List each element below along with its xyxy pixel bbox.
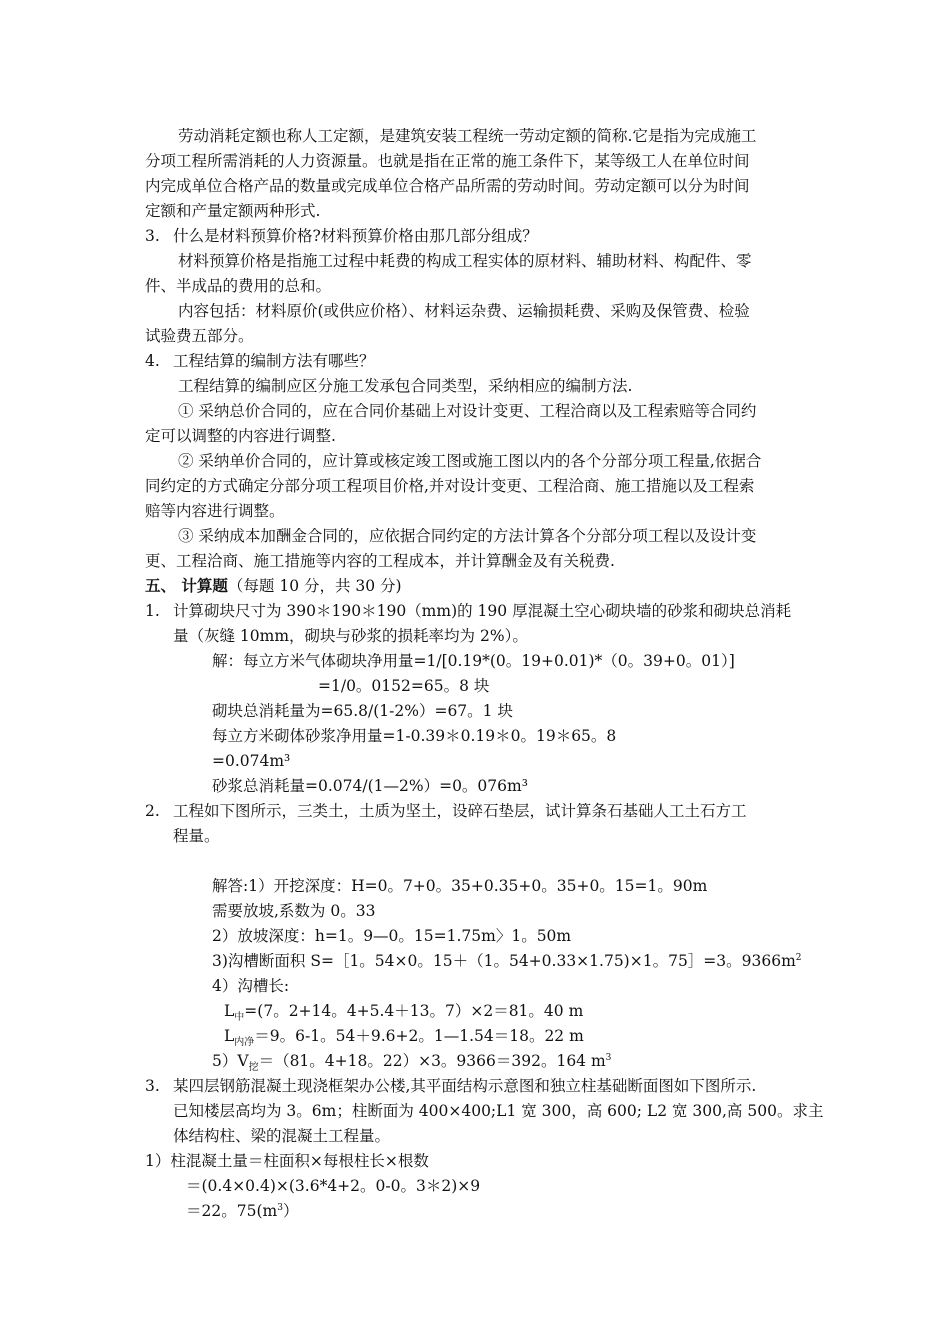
answer-line: 同约定的方式确定分部分项工程项目价格,并对设计变更、工程洽商、施工措施以及工程索	[145, 477, 755, 495]
question-number: 2.	[145, 802, 160, 820]
solution-line: 砂浆总消耗量=0.074/(1—2%）=0。076m³	[212, 777, 528, 795]
answer-line: 赔等内容进行调整。	[145, 502, 285, 520]
superscript: 3	[277, 1202, 283, 1213]
section-heading	[145, 574, 402, 599]
answer-line: ③ 采纳成本加酬金合同的，应依据合同约定的方法计算各个分部分项工程以及设计变	[178, 527, 757, 545]
answer-line: 件、半成品的费用的总和。	[145, 277, 332, 295]
solution-line: 4）沟槽长:	[212, 977, 290, 995]
solution-line: 砌块总消耗量为=65.8/(1-2%）=67。1 块	[212, 702, 513, 720]
question-number: 3.	[145, 1077, 160, 1095]
text-line: 劳动消耗定额也称人工定额，是建筑安装工程统一劳动定额的简称.它是指为完成施工	[178, 127, 757, 145]
superscript: 2	[795, 952, 802, 963]
formula-text: ＝22。75(m	[186, 1202, 278, 1220]
question-number: 4.	[145, 352, 160, 370]
solution-line: 解答:1）开挖深度：H=0。7+0。35+0.35+0。35+0。15=1。90m	[212, 877, 708, 895]
section-title: 五、 计算题	[145, 576, 228, 595]
question-text: 工程如下图所示，三类土，土质为坚土，设碎石垫层，试计算条石基础人工土石方工	[173, 802, 747, 820]
question-text: 已知楼层高均为 3。6m；柱断面为 400×400;L1 宽 300，高 600; L2 宽 300,高 500。求主	[173, 1102, 824, 1120]
formula-text: =(7。2+14。4+5.4＋13。7）×2＝81。40 m	[244, 1002, 584, 1020]
formula-text: ＝（81。4+18。22）×3。9366＝392。164 m	[258, 1052, 606, 1070]
answer-line: 内容包括：材料原价(或供应价格）、材料运杂费、运输损耗费、采购及保管费、检验	[178, 302, 750, 320]
solution-line: 1）柱混凝土量＝柱面积×每根柱长×根数	[145, 1152, 429, 1170]
formula-symbol: L	[224, 1002, 235, 1020]
subscript: 挖	[248, 1062, 259, 1074]
text-line: 定额和产量定额两种形式.	[145, 202, 321, 220]
question-number: 3.	[145, 227, 160, 245]
question-text: 程量。	[173, 827, 220, 845]
question-text: 体结构柱、梁的混凝土工程量。	[173, 1127, 391, 1145]
formula-text: ＝9。6-1。54＋9.6+2。1—1.54＝18。22 m	[254, 1027, 584, 1045]
solution-line	[224, 999, 583, 1024]
formula-symbol: L	[224, 1027, 235, 1045]
answer-line: ① 采纳总价合同的，应在合同价基础上对设计变更、工程洽商以及工程索赔等合同约	[178, 402, 757, 420]
solution-line: 每立方米砌体砂浆净用量=1-0.39＊0.19＊0。19＊65。8	[212, 727, 617, 745]
formula-text: ）	[282, 1202, 299, 1220]
question-text: 量（灰缝 10mm，砌块与砂浆的损耗率均为 2%）。	[173, 627, 528, 645]
formula-symbol: 5）V	[212, 1052, 249, 1070]
answer-line: 试验费五部分。	[145, 327, 254, 345]
text-line: 内完成单位合格产品的数量或完成单位合格产品所需的劳动时间。劳动定额可以分为时间	[145, 177, 750, 195]
solution-line: 2）放坡深度：h=1。9—0。15=1.75m〉1。50m	[212, 927, 572, 945]
question-text: 工程结算的编制方法有哪些？	[173, 352, 375, 370]
answer-line: 更、工程洽商、施工措施等内容的工程成本，并计算酬金及有关税费.	[145, 552, 615, 570]
solution-line	[224, 1024, 584, 1049]
question-text: 什么是材料预算价格?材料预算价格由那几部分组成？	[173, 227, 538, 245]
subscript: 中	[234, 1012, 245, 1024]
superscript: 3	[605, 1052, 612, 1063]
question-text: 某四层钢筋混凝土现浇框架办公楼,其平面结构示意图和独立柱基础断面图如下图所示.	[173, 1077, 757, 1095]
question-number: 1.	[145, 602, 160, 620]
solution-line: ＝(0.4×0.4)×(3.6*4+2。0-0。3＊2)×9	[186, 1177, 481, 1195]
text-line: 分项工程所需消耗的人力资源量。也就是指在正常的施工条件下，某等级工人在单位时间	[145, 152, 750, 170]
answer-line: ② 采纳单价合同的，应计算或核定竣工图或施工图以内的各个分部分项工程量,依据合	[178, 452, 762, 470]
question-text: 计算砌块尺寸为 390＊190＊190（mm)的 190 厚混凝土空心砌块墙的砂浆和砌块总消耗	[173, 602, 792, 620]
answer-line: 工程结算的编制应区分施工发承包合同类型，采纳相应的编制方法.	[178, 377, 633, 395]
solution-line: 解：每立方米气体砌块净用量=1/[0.19*(0。19+0.01)*（0。39+0。01）]	[212, 652, 735, 670]
subscript: 内净	[234, 1037, 255, 1049]
section-note: （每题 10 分，共 30 分)	[227, 577, 402, 595]
solution-line: 需要放坡,系数为 0。33	[212, 902, 376, 920]
answer-line: 材料预算价格是指施工过程中耗费的构成工程实体的原材料、辅助材料、构配件、零	[178, 252, 752, 270]
solution-line: =0.074m³	[212, 752, 291, 770]
solution-line	[212, 1049, 611, 1074]
answer-line: 定可以调整的内容进行调整.	[145, 427, 336, 445]
solution-line	[212, 949, 802, 974]
solution-line	[186, 1199, 298, 1224]
solution-line: =1/0。0152=65。8 块	[318, 677, 490, 695]
formula-text: 3)沟槽断面积 S=［1。54×0。15＋（1。54+0.33×1.75)×1。75］=3。9366m	[212, 952, 796, 970]
